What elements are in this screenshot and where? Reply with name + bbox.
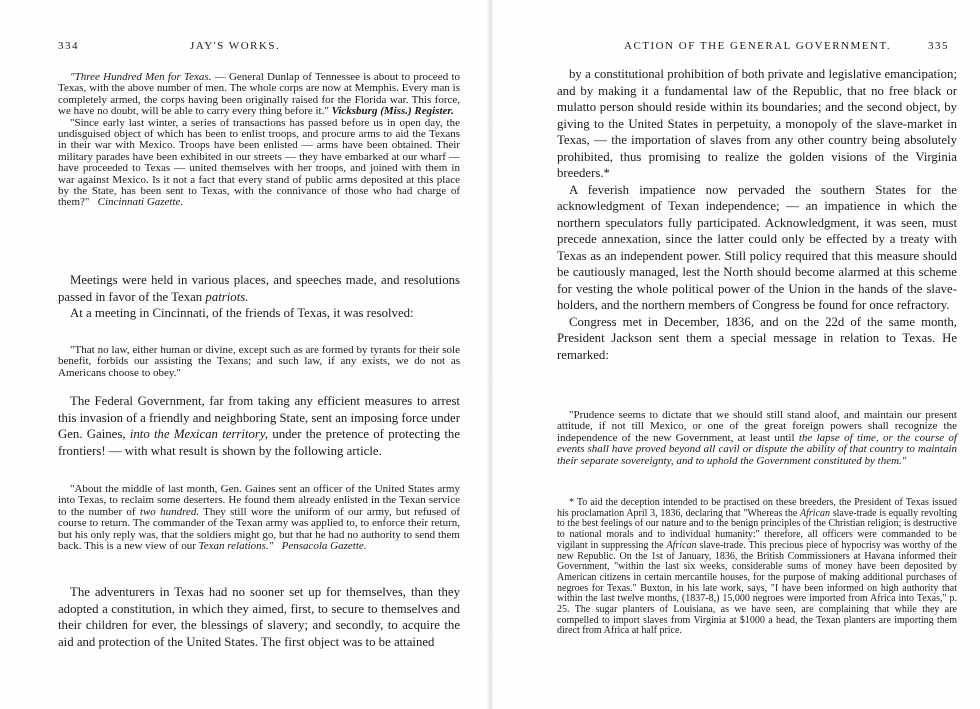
body-block-right — [557, 66, 957, 363]
body-block-3 — [58, 584, 460, 650]
running-head-right: ACTION OF THE GENERAL GOVERNMENT. — [624, 40, 892, 52]
quote4-text-b: They still wore the uniform of our army, but refused of course to return. The commander of the Texan army was applied to, to enforce their return, but his only reply was, that the soldiers might go, but that he had no authority to send them back. This is a new view of our — [58, 505, 461, 553]
quote3-body: "That no law, either human or divine, except such as are formed by tyrants for their sole benefit, forbids our assisting the Texans; and such law, if any exists, we do not as Americans choose to obey." — [58, 344, 460, 379]
page-number-left: 334 — [58, 40, 79, 52]
running-head-left: JAY'S WORKS. — [190, 40, 281, 52]
para1-text: Meetings were held in various places, and speeches made, and resolutions passed in favor of the Texan — [58, 273, 460, 304]
page-number-right: 335 — [928, 40, 949, 52]
right-para2: A feverish impatience now pervaded the southern States for the acknowledgment of Texan independence; — an impatience in which the northern speculators fully participated. Acknowledgment, it was seen, must precede annexation, since the latter could only be effected by a treaty with Texas as an independent power. Still policy required that this measure should be cautiously managed, lest the North should become alarmed at this scheme for vesting the whole political power of the Union in the hands of the slave-holders, and the northern members of Congress be found for once refractory. — [557, 182, 957, 312]
right-para3: Congress met in December, 1836, and on the 22d of the same month, President Jackson sent them a special message in relation to Texas. He remarked: — [557, 314, 957, 362]
quote1-body: — General Dunlap of Tennessee is about to proceed to Texas, with the above number of men. The whole corps are now at Memphis. Every man is completely armed, the corps having been originally raised for the Florida war. This force, we have no doubt, will be able to carry every thing before it." — [58, 71, 461, 118]
quote4-source: Pensacola Gazette. — [281, 540, 367, 553]
para4-text: The adventurers in Texas had no sooner set up for themselves, than they adopted a constitution, in which they aimed, first, to secure to themselves and their children for ever, the blessings of slavery; and secondly, to acquire the aid and protection of the United States. The first object was to be attained — [58, 585, 460, 649]
right-page — [490, 0, 980, 709]
para3-text-a: The Federal Government, far from taking any efficient measures to arrest this invasion of a friendly and neighboring State, sent an imposing force under Gen. Gaines, — [58, 394, 460, 441]
footnote-italic-2: African — [666, 539, 697, 551]
quote-block-4 — [58, 484, 460, 552]
quote4-italic-2: Texan relations." — [198, 540, 274, 553]
body-block-1 — [58, 272, 460, 322]
jackson-quote-italic: the lapse of time, or the course of events shall have proved beyond all cavil or dispute the ability of that country to maintain their separate sovereignty, and to uphold the Government constituted by them." — [557, 431, 957, 467]
footnote-italic-1: African — [800, 507, 831, 519]
quote-block-3 — [58, 345, 460, 379]
quote-block-1 — [58, 72, 460, 209]
jackson-quote — [557, 410, 957, 467]
quote1-source: Vicksburg (Miss.) Register. — [331, 105, 454, 118]
quote4-text-a: "About the middle of last month, Gen. Gaines sent an officer of the United States army into Texas, to reclaim some deserters. He found them already enlisted in the Texan service to the number of — [58, 483, 460, 518]
para1-italic: patriots. — [205, 289, 249, 304]
body-block-2 — [58, 393, 460, 459]
footnote-text-a: * To aid the deception intended to be practised on these breeders, the President of Texas issued his proclamation April 3, 1836, declaring that "Whereas the — [557, 497, 957, 519]
quote2-source: Cincinnati Gazette. — [97, 196, 184, 209]
jackson-quote-text: "Prudence seems to dictate that we should still stand aloof, and maintain our present attitude, if not till Mexico, or one of the great foreign powers shall recognize the independence of the new Government, at least until — [557, 409, 957, 444]
quote4-italic: two hundred. — [139, 505, 200, 518]
para2-text: At a meeting in Cincinnati, of the friends of Texas, it was resolved: — [70, 306, 414, 320]
quote2-body: "Since early last winter, a series of transactions has passed before us in open day, the undisguised object of which has been to enlist troops, and procure arms to aid the Texans in their war with Mexico. Troops have been enlisted — arms have been obtained. Their military parades have been exhibited in our streets — they have embarked at our wharf — have proceeded to Texas — united themselves with her troops, and joined with them in war against Mexico. Is it not a fact that every stand of public arms deposited at this place by the State, has been sent to Texas, with the connivance of those who had charge of them?" — [58, 116, 460, 209]
right-para1: by a constitutional prohibition of both private and legislative emancipation; and by making it a fundamental law of the Republic, that no free black or mulatto person should reside within its boundaries; and the second object, by giving to the United States in perpetuity, a monopoly of the slave-market in Texas, — the importation of slaves from any other country being absolutely prohibited, thus promising to realize the golden visions of the Virginia breeders.* — [557, 67, 957, 180]
footnote-text-c: slave-trade. This precious piece of hypocrisy was worthy of the new Republic. On the 1st of January, 1836, the British Commissioners at Havana informed their Government, "within the last six weeks, considerable sums of money have been deposited by American citizens in certain mercantile houses, for the purpose of making additional purchases of negroes for Texas." Buxton, in his late work, says, "I have been informed on high authority that within the last twelve months, (1837-8,) 15,000 negroes were imported from Africa into Texas," p. 25. The sugar planters of Louisiana, as we have seen, are complaining that while they are compelled to import slaves from Virginia at $1000 a head, the Texan planters are importing them direct from Africa at half price. — [557, 539, 957, 637]
para3-italic: into the Mexican territory, — [129, 427, 269, 441]
footnote-text-b: slave-trade is equally revolting to the best feelings of our nature and to the benign principles of the Christian religion; is destructive to national morals and to individual humanity:" therefore, all officers were commanded to be vigilant in suppressing the — [557, 507, 958, 551]
para3-text-b: under the pretence of protecting the frontiers! — with what result is shown by the following article. — [58, 427, 460, 458]
quote1-title: "Three Hundred Men for Texas. — [70, 71, 212, 83]
footnote — [557, 498, 957, 637]
